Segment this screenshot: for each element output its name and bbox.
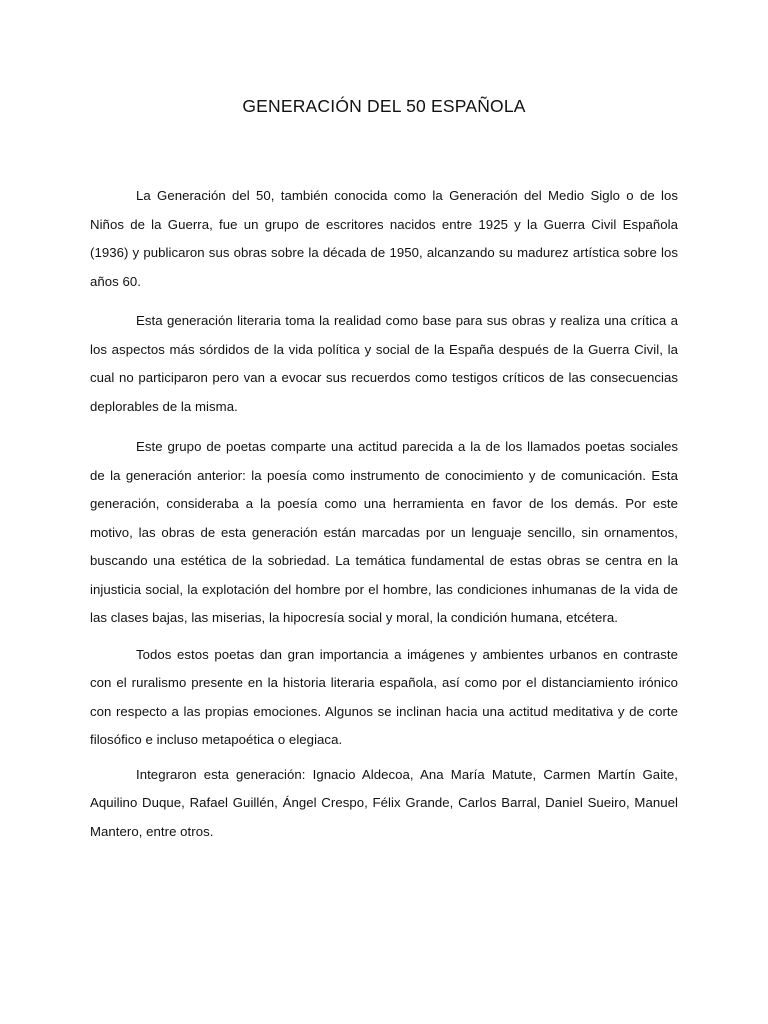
paragraph-members: Integraron esta generación: Ignacio Aldecoa, Ana María Matute, Carmen Martín Gaite, Aquilino Duque, Rafael Guillén, Ángel Crespo, Félix Grande, Carlos Barral, Daniel Sueiro, Manuel Mantero, entre otros. [90,766,678,839]
paragraph-urban-imagery: Todos estos poetas dan gran importancia a imágenes y ambientes urbanos en contraste con el ruralismo presente en la historia literaria española, así como por el distanciamiento irónico con respecto a las propias emociones. Algunos se inclinan hacia una actitud meditativa y de corte filosófico e incluso metapoética o elegiaca. [90,646,678,747]
paragraph-social-poetry: Este grupo de poetas comparte una actitud parecida a la de los llamados poetas sociales de la generación anterior: la poesía como instrumento de conocimiento y de comunicación. Esta generación, consideraba a la poesía como una herramienta en favor de los demás. Por este motivo, las obras de esta generación están marcadas por un lenguaje sencillo, sin ornamentos, buscando una estética de la sobriedad. La temática fundamental de estas obras se centra en la injusticia social, la explotación del hombre por el hombre, las condiciones inhumanas de la vida de las clases bajas, las miserias, la hipocresía social y moral, la condición humana, etcétera. [90,439,678,625]
paragraph-reality-critique: Esta generación literaria toma la realidad como base para sus obras y realiza una crítica a los aspectos más sórdidos de la vida política y social de la España después de la Guerra Civil, la cual no participaron pero van a evocar sus recuerdos como testigos críticos de las consecuencias deplorables de la misma. [90,313,678,414]
paragraph-intro: La Generación del 50, también conocida como la Generación del Medio Siglo o de los Niños de la Guerra, fue un grupo de escritores nacidos entre 1925 y la Guerra Civil Española (1936) y publicaron sus obras sobre la década de 1950, alcanzando su madurez artística sobre los años 60. [90,188,678,289]
document-body [90,182,678,846]
document-title: GENERACIÓN DEL 50 ESPAÑOLA [242,96,526,116]
